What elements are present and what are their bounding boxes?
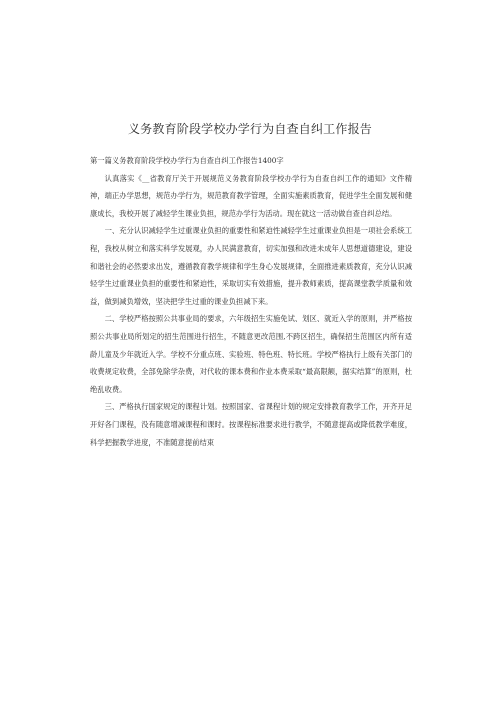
paragraph-intro: 认真落实《__省教育厅关于开展规范义务教育阶段学校办学行为自查自纠工作的通知》文件精神，端正办学思想，规范办学行为，规范教育教学管理，全面实施素质教育，促进学生全面发展和健康成长，我校开展了减轻学生课业负担，规范办学行为活动。现在就这一活动做自查自纠总结。 bbox=[90, 173, 412, 218]
document-subtitle: 第一篇义务教育阶段学校办学行为自查自纠工作报告1400字 bbox=[90, 156, 284, 165]
document-title: 义务教育阶段学校办学行为自查自纠工作报告 bbox=[127, 122, 372, 136]
paragraph-section-3: 三、严格执行国家规定的课程计划。按照国家、省课程计划的规定安排教育教学工作，开齐开足开好各门课程，没有随意增减课程和课时。按课程标准要求进行教学，不随意提高或降低教学难度，科学把握教学进度，不准随意提前结束 bbox=[90, 402, 412, 447]
paragraph-section-1: 一、充分认识减轻学生过重课业负担的重要性和紧迫性减轻学生过重课业负担是一项社会系统工程，我校从树立和落实科学发展观，办人民满意教育，切实加强和改进未成年人思想道德建设，建设和谐社会的必然要求出发，遵循教育教学规律和学生身心发展规律，全面推进素质教育，充分认识减轻学生过重课业负担的重要性和紧迫性，采取切实有效措施，提升教师素质，提高课堂教学质量和效益，做到减负增效，坚决把学生过重的课业负担减下来。 bbox=[90, 226, 412, 306]
paragraph-section-2: 二、学校严格按照公共事业局的要求，六年级招生实施免试、划区、就近入学的原则，并严格按照公共事业局所划定的招生范围进行招生，不随意更改范围,不跨区招生，确保招生范围区内所有适龄儿童及少年就近入学。学校不分重点班、实验班、特色班、特长班。学校严格执行上级有关部门的收费规定收费，全部免除学杂费，对代收的课本费和作业本费采取“最高限额，据实结算”的原则，杜绝乱收费。 bbox=[90, 314, 412, 394]
document-body bbox=[90, 152, 412, 451]
